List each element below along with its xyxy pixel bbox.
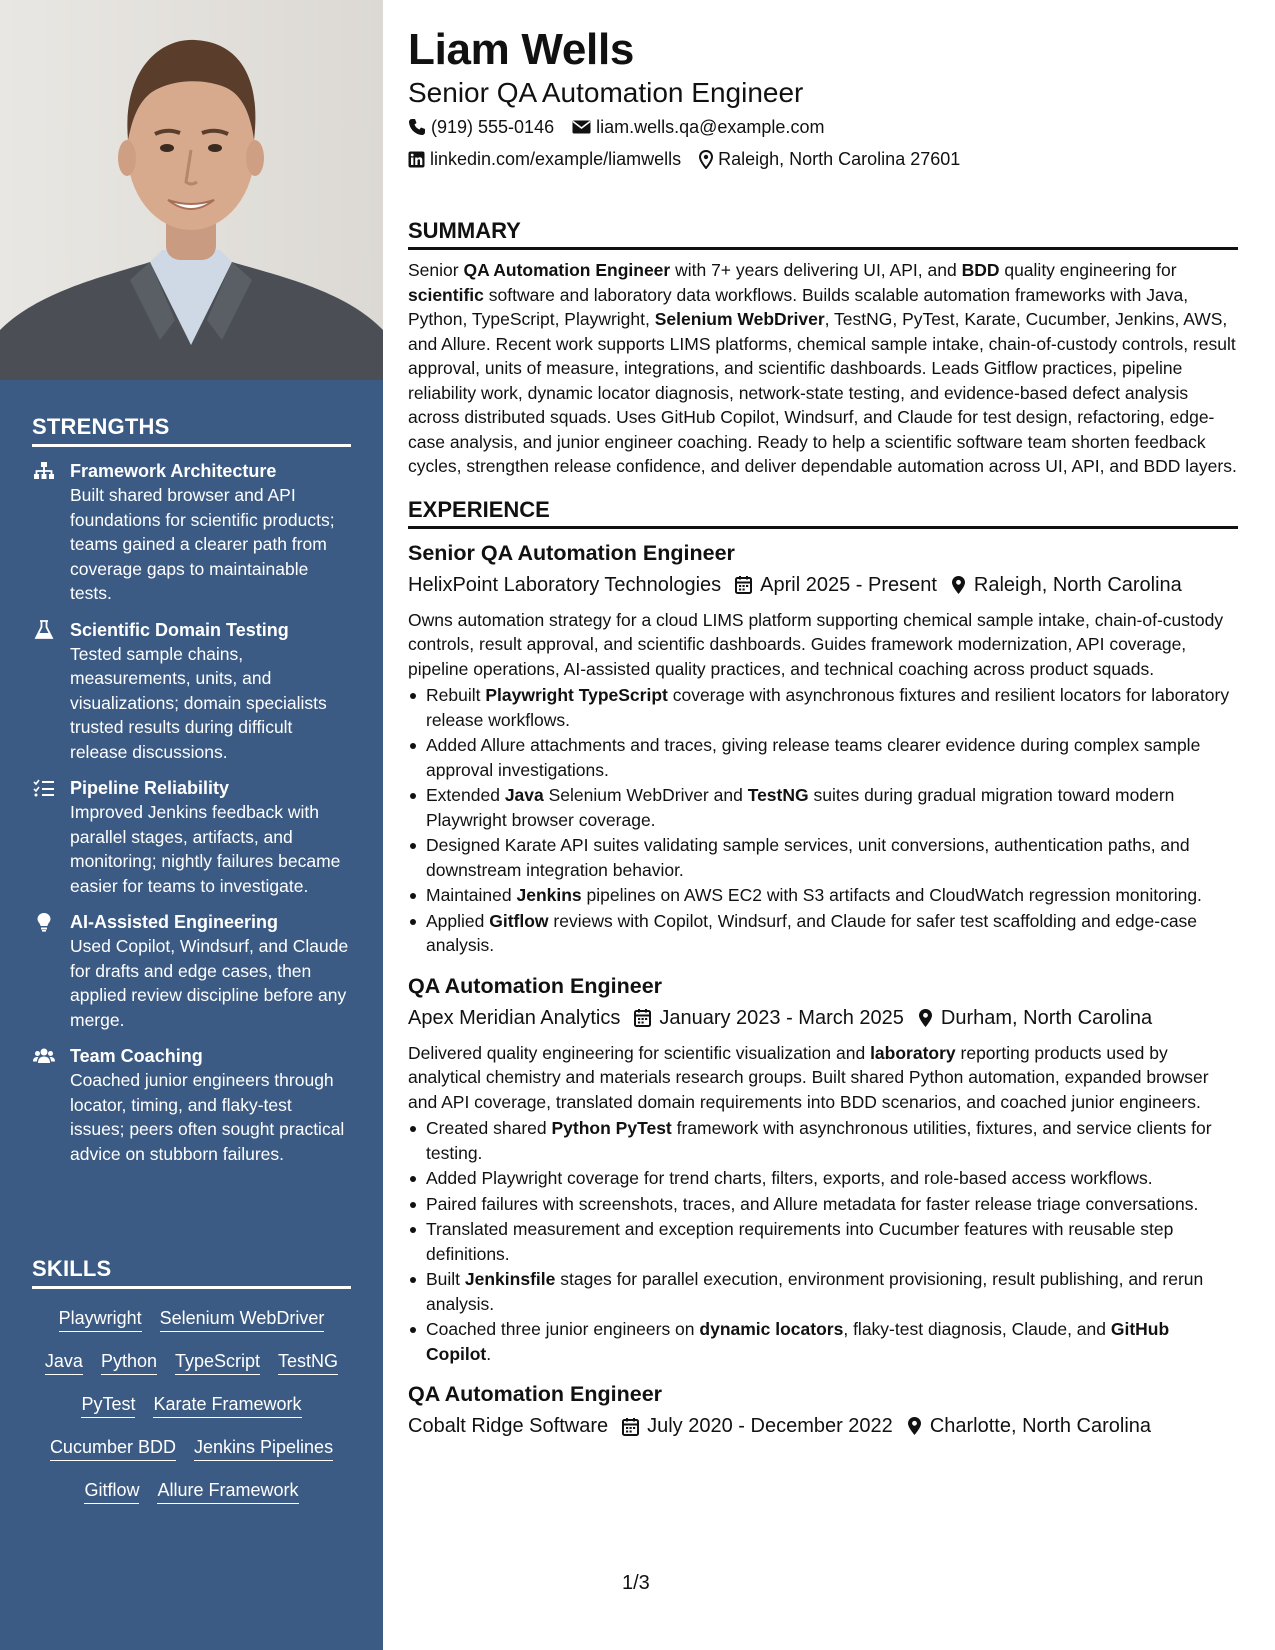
bold-text: dynamic locators [699, 1319, 844, 1339]
job-title: QA Automation Engineer [408, 973, 663, 998]
strength-item [32, 910, 351, 1032]
strengths-section [32, 414, 351, 1166]
strength-item [32, 618, 351, 765]
bold-text: Selenium WebDriver [654, 309, 825, 329]
strength-title: Pipeline Reliability [70, 778, 230, 798]
envelope-icon [572, 119, 591, 135]
skill-tag: Python [101, 1349, 157, 1375]
contact-location [699, 144, 960, 174]
sitemap-icon [33, 461, 55, 481]
company-name: Cobalt Ridge Software [408, 1415, 609, 1437]
job-entry [408, 1380, 1238, 1441]
job-dates-text: July 2020 - December 2022 [647, 1415, 893, 1437]
skills-section [32, 1256, 351, 1504]
contact-row [408, 144, 1238, 174]
strength-text: Built shared browser and API foundations for scientific products; teams gained a clearer path from coverage gaps to maintainable tests. [70, 485, 335, 603]
list-item: Translated measurement and exception requirements into Cucumber features with reusable step definitions. [408, 1217, 1238, 1266]
list-item: Created shared Python PyTest framework with asynchronous utilities, fixtures, and service clients for testing. [408, 1116, 1238, 1165]
list-item: Maintained Jenkins pipelines on AWS EC2 with S3 artifacts and CloudWatch regression monitoring. [408, 883, 1238, 908]
job-entry [408, 972, 1238, 1367]
calendar-icon [735, 575, 752, 594]
bold-text: Playwright TypeScript [485, 685, 668, 705]
skill-row [32, 1306, 351, 1332]
contact-phone[interactable] [408, 112, 554, 142]
job-entry [408, 539, 1238, 958]
candidate-name: Liam Wells [408, 25, 635, 74]
bold-text: QA Automation Engineer [463, 260, 671, 280]
list-item: Added Allure attachments and traces, giving release teams clearer evidence during complex sample approval investigations. [408, 733, 1238, 782]
job-description: Delivered quality engineering for scientific visualization and laboratory reporting products used by analytical chemistry and materials research groups. Built shared Python automation, expanded browser and API coverage, translated domain requirements into BDD scenarios, and coached junior engineers. [408, 1042, 1209, 1112]
contact-linkedin[interactable] [408, 144, 681, 174]
strength-title: Team Coaching [70, 1046, 203, 1066]
skill-row [32, 1435, 351, 1461]
lightbulb-icon [33, 912, 55, 932]
job-meta [408, 1003, 1238, 1033]
skill-tag: Jenkins Pipelines [194, 1435, 333, 1461]
sidebar [0, 0, 383, 1650]
skills-heading: SKILLS [32, 1256, 351, 1289]
job-location [918, 1003, 1152, 1033]
map-pin-icon [951, 575, 966, 595]
skill-tag: Cucumber BDD [50, 1435, 176, 1461]
flask-icon [33, 620, 55, 640]
bold-text: Python PyTest [551, 1118, 672, 1138]
list-item: Designed Karate API suites validating sample services, unit conversions, authentication paths, and downstream integration behavior. [408, 833, 1238, 882]
list-item: Added Playwright coverage for trend charts, filters, exports, and role-based access workflows. [408, 1166, 1238, 1191]
phone-icon [408, 118, 426, 136]
strength-title: Framework Architecture [70, 461, 277, 481]
main-content [408, 22, 1238, 1441]
map-pin-icon [907, 1416, 922, 1436]
email-text: liam.wells.qa@example.com [596, 117, 825, 137]
strength-title: AI-Assisted Engineering [70, 912, 279, 932]
page-number: 1/3 [622, 1572, 650, 1594]
company-name: HelixPoint Laboratory Technologies [408, 573, 722, 596]
strength-text: Used Copilot, Windsurf, and Claude for drafts and edge cases, then applied review discipline before any merge. [70, 936, 349, 1030]
bold-text: Jenkins [516, 885, 582, 905]
candidate-title: Senior QA Automation Engineer [408, 77, 804, 108]
profile-photo [0, 0, 383, 380]
job-meta [408, 570, 1238, 600]
contact-row [408, 112, 1238, 142]
list-item: Built Jenkinsfile stages for parallel execution, environment provisioning, result publishing, and rerun analysis. [408, 1267, 1238, 1316]
list-item: Extended Java Selenium WebDriver and TestNG suites during gradual migration toward modern Playwright browser coverage. [408, 783, 1238, 832]
skill-row [32, 1392, 351, 1418]
job-location [907, 1411, 1151, 1441]
strength-title: Scientific Domain Testing [70, 619, 289, 640]
map-pin-icon [918, 1008, 933, 1028]
job-dates-text: April 2025 - Present [760, 573, 937, 596]
job-dates [735, 570, 937, 600]
job-location-text: Durham, North Carolina [940, 1006, 1153, 1029]
job-description: Owns automation strategy for a cloud LIMS platform supporting chemical sample intake, chain-of-custody controls, result approval, and scientific dashboards. Guides framework modernization, API coverage, pipeline operations, AI-assisted quality practices, and technical coaching across product squads. [408, 609, 1224, 679]
strength-item [32, 1044, 351, 1166]
summary-text: Senior QA Automation Engineer with 7+ years delivering UI, API, and BDD quality engineering for scientific software and laboratory data workflows. Builds scalable automation frameworks with Java, Python, TypeScript, Playwright, Selenium WebDriver, TestNG, PyTest, Karate, Cucumber, Jenkins, AWS, and Allure. Recent work supports LIMS platforms, chemical sample intake, chain-of-custody controls, result approval, units of measure, integrations, and scientific dashboards. Leads Gitflow practices, pipeline reliability work, dynamic locator diagnosis, network-state testing, and evidence-based defect analysis across distributed squads. Uses GitHub Copilot, Windsurf, and Claude for test design, refactoring, edge-case analysis, and junior engineer coaching. Ready to help a scientific software team shorten feedback cycles, strengthen release confidence, and deliver dependable automation across UI, API, and BDD layers. [408, 260, 1237, 476]
calendar-icon [622, 1417, 639, 1436]
experience-heading: EXPERIENCE [408, 497, 1238, 529]
skill-tag: PyTest [81, 1392, 135, 1418]
skill-tag: Karate Framework [153, 1392, 301, 1418]
location-text: Raleigh, North Carolina 27601 [718, 149, 961, 169]
job-title: Senior QA Automation Engineer [408, 540, 735, 565]
profile-photo-illustration [0, 0, 383, 380]
skill-tag: TestNG [278, 1349, 338, 1375]
job-location-text: Raleigh, North Carolina [973, 573, 1182, 596]
skill-tag: Gitflow [84, 1478, 139, 1504]
bold-text: GitHub Copilot [426, 1319, 1170, 1364]
job-title: QA Automation Engineer [408, 1382, 663, 1406]
list-item: Rebuilt Playwright TypeScript coverage with asynchronous fixtures and resilient locators for laboratory release workflows. [408, 683, 1238, 732]
contact-email[interactable] [572, 112, 824, 142]
map-pin-icon [699, 150, 713, 169]
strength-item [32, 776, 351, 898]
job-dates-text: January 2023 - March 2025 [659, 1006, 904, 1029]
bold-text: laboratory [870, 1042, 956, 1063]
job-bullets [408, 683, 1238, 958]
checklist-icon [33, 778, 55, 798]
linkedin-icon [408, 151, 425, 168]
users-icon [33, 1046, 55, 1066]
bold-text: Jenkinsfile [464, 1269, 556, 1289]
skill-row [32, 1478, 351, 1504]
list-item: Applied Gitflow reviews with Copilot, Windsurf, and Claude for safer test scaffolding and edge-case analysis. [408, 909, 1238, 958]
skill-row [32, 1349, 351, 1375]
summary-heading: SUMMARY [408, 218, 1238, 250]
skill-tag: Selenium WebDriver [160, 1306, 325, 1332]
strengths-heading: STRENGTHS [32, 414, 351, 447]
company-name: Apex Meridian Analytics [408, 1006, 621, 1029]
job-location [951, 570, 1182, 600]
strength-text: Tested sample chains, measurements, units, and visualizations; domain specialists trusted results during difficult release discussions. [70, 643, 327, 762]
phone-text: (919) 555-0146 [431, 117, 555, 137]
skill-tag: TypeScript [175, 1349, 260, 1375]
job-location-text: Charlotte, North Carolina [929, 1415, 1152, 1437]
skill-tag: Allure Framework [157, 1478, 298, 1504]
bold-text: scientific [408, 284, 484, 305]
strength-text: Improved Jenkins feedback with parallel stages, artifacts, and monitoring; nightly failures became easier for teams to investigate. [70, 802, 341, 896]
strength-text: Coached junior engineers through locator, timing, and flaky-test issues; peers often sought practical advice on stubborn failures. [70, 1070, 345, 1164]
bold-text: TestNG [747, 785, 809, 805]
list-item: Paired failures with screenshots, traces, and Allure metadata for faster release triage conversations. [408, 1192, 1238, 1217]
bold-text: BDD [961, 260, 1000, 280]
skill-tag: Java [45, 1349, 83, 1375]
bold-text: Java [504, 785, 544, 805]
list-item: Coached three junior engineers on dynamic locators, flaky-test diagnosis, Claude, and GitHub Copilot. [408, 1317, 1238, 1366]
skill-tag: Playwright [59, 1306, 142, 1332]
job-bullets [408, 1116, 1238, 1366]
calendar-icon [634, 1008, 651, 1027]
strength-item [32, 459, 351, 606]
linkedin-text: linkedin.com/example/liamwells [430, 149, 682, 169]
job-dates [634, 1003, 904, 1033]
job-dates [622, 1411, 893, 1441]
bold-text: Gitflow [489, 910, 549, 931]
job-meta [408, 1411, 1238, 1441]
